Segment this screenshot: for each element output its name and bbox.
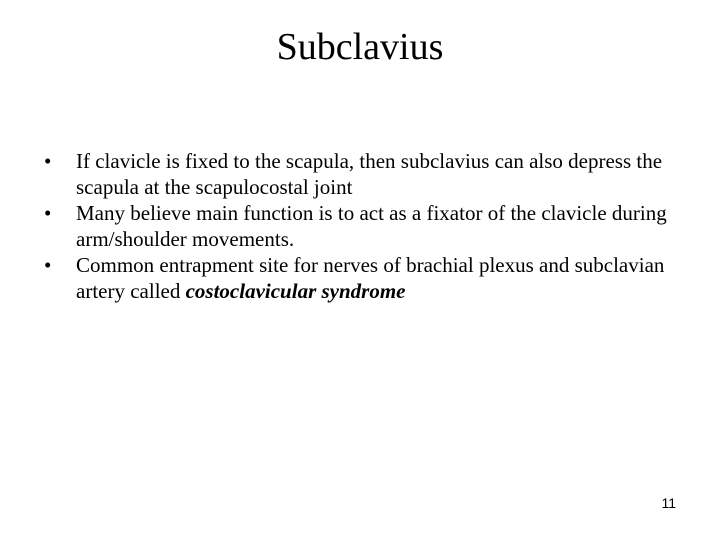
bullet-text: Common entrapment site for nerves of brachial plexus and subclavian artery called xyxy=(76,253,665,303)
bullet-item xyxy=(44,200,696,252)
emphasized-term: costoclavicular syndrome xyxy=(185,279,406,303)
bullet-icon: • xyxy=(44,149,52,173)
bullet-text: Many believe main function is to act as a fixator of the clavicle during arm/shoulder movements. xyxy=(76,201,667,251)
bullet-icon: • xyxy=(44,201,52,225)
bullet-text: If clavicle is fixed to the scapula, then subclavius can also depress the scapula at the scapulocostal joint xyxy=(76,149,663,199)
bullet-icon: • xyxy=(44,253,52,277)
bullet-item xyxy=(44,252,696,304)
page-number: 11 xyxy=(661,495,676,511)
bullet-list xyxy=(44,148,696,304)
bullet-item xyxy=(44,148,696,200)
slide-title: Subclavius xyxy=(276,26,444,68)
